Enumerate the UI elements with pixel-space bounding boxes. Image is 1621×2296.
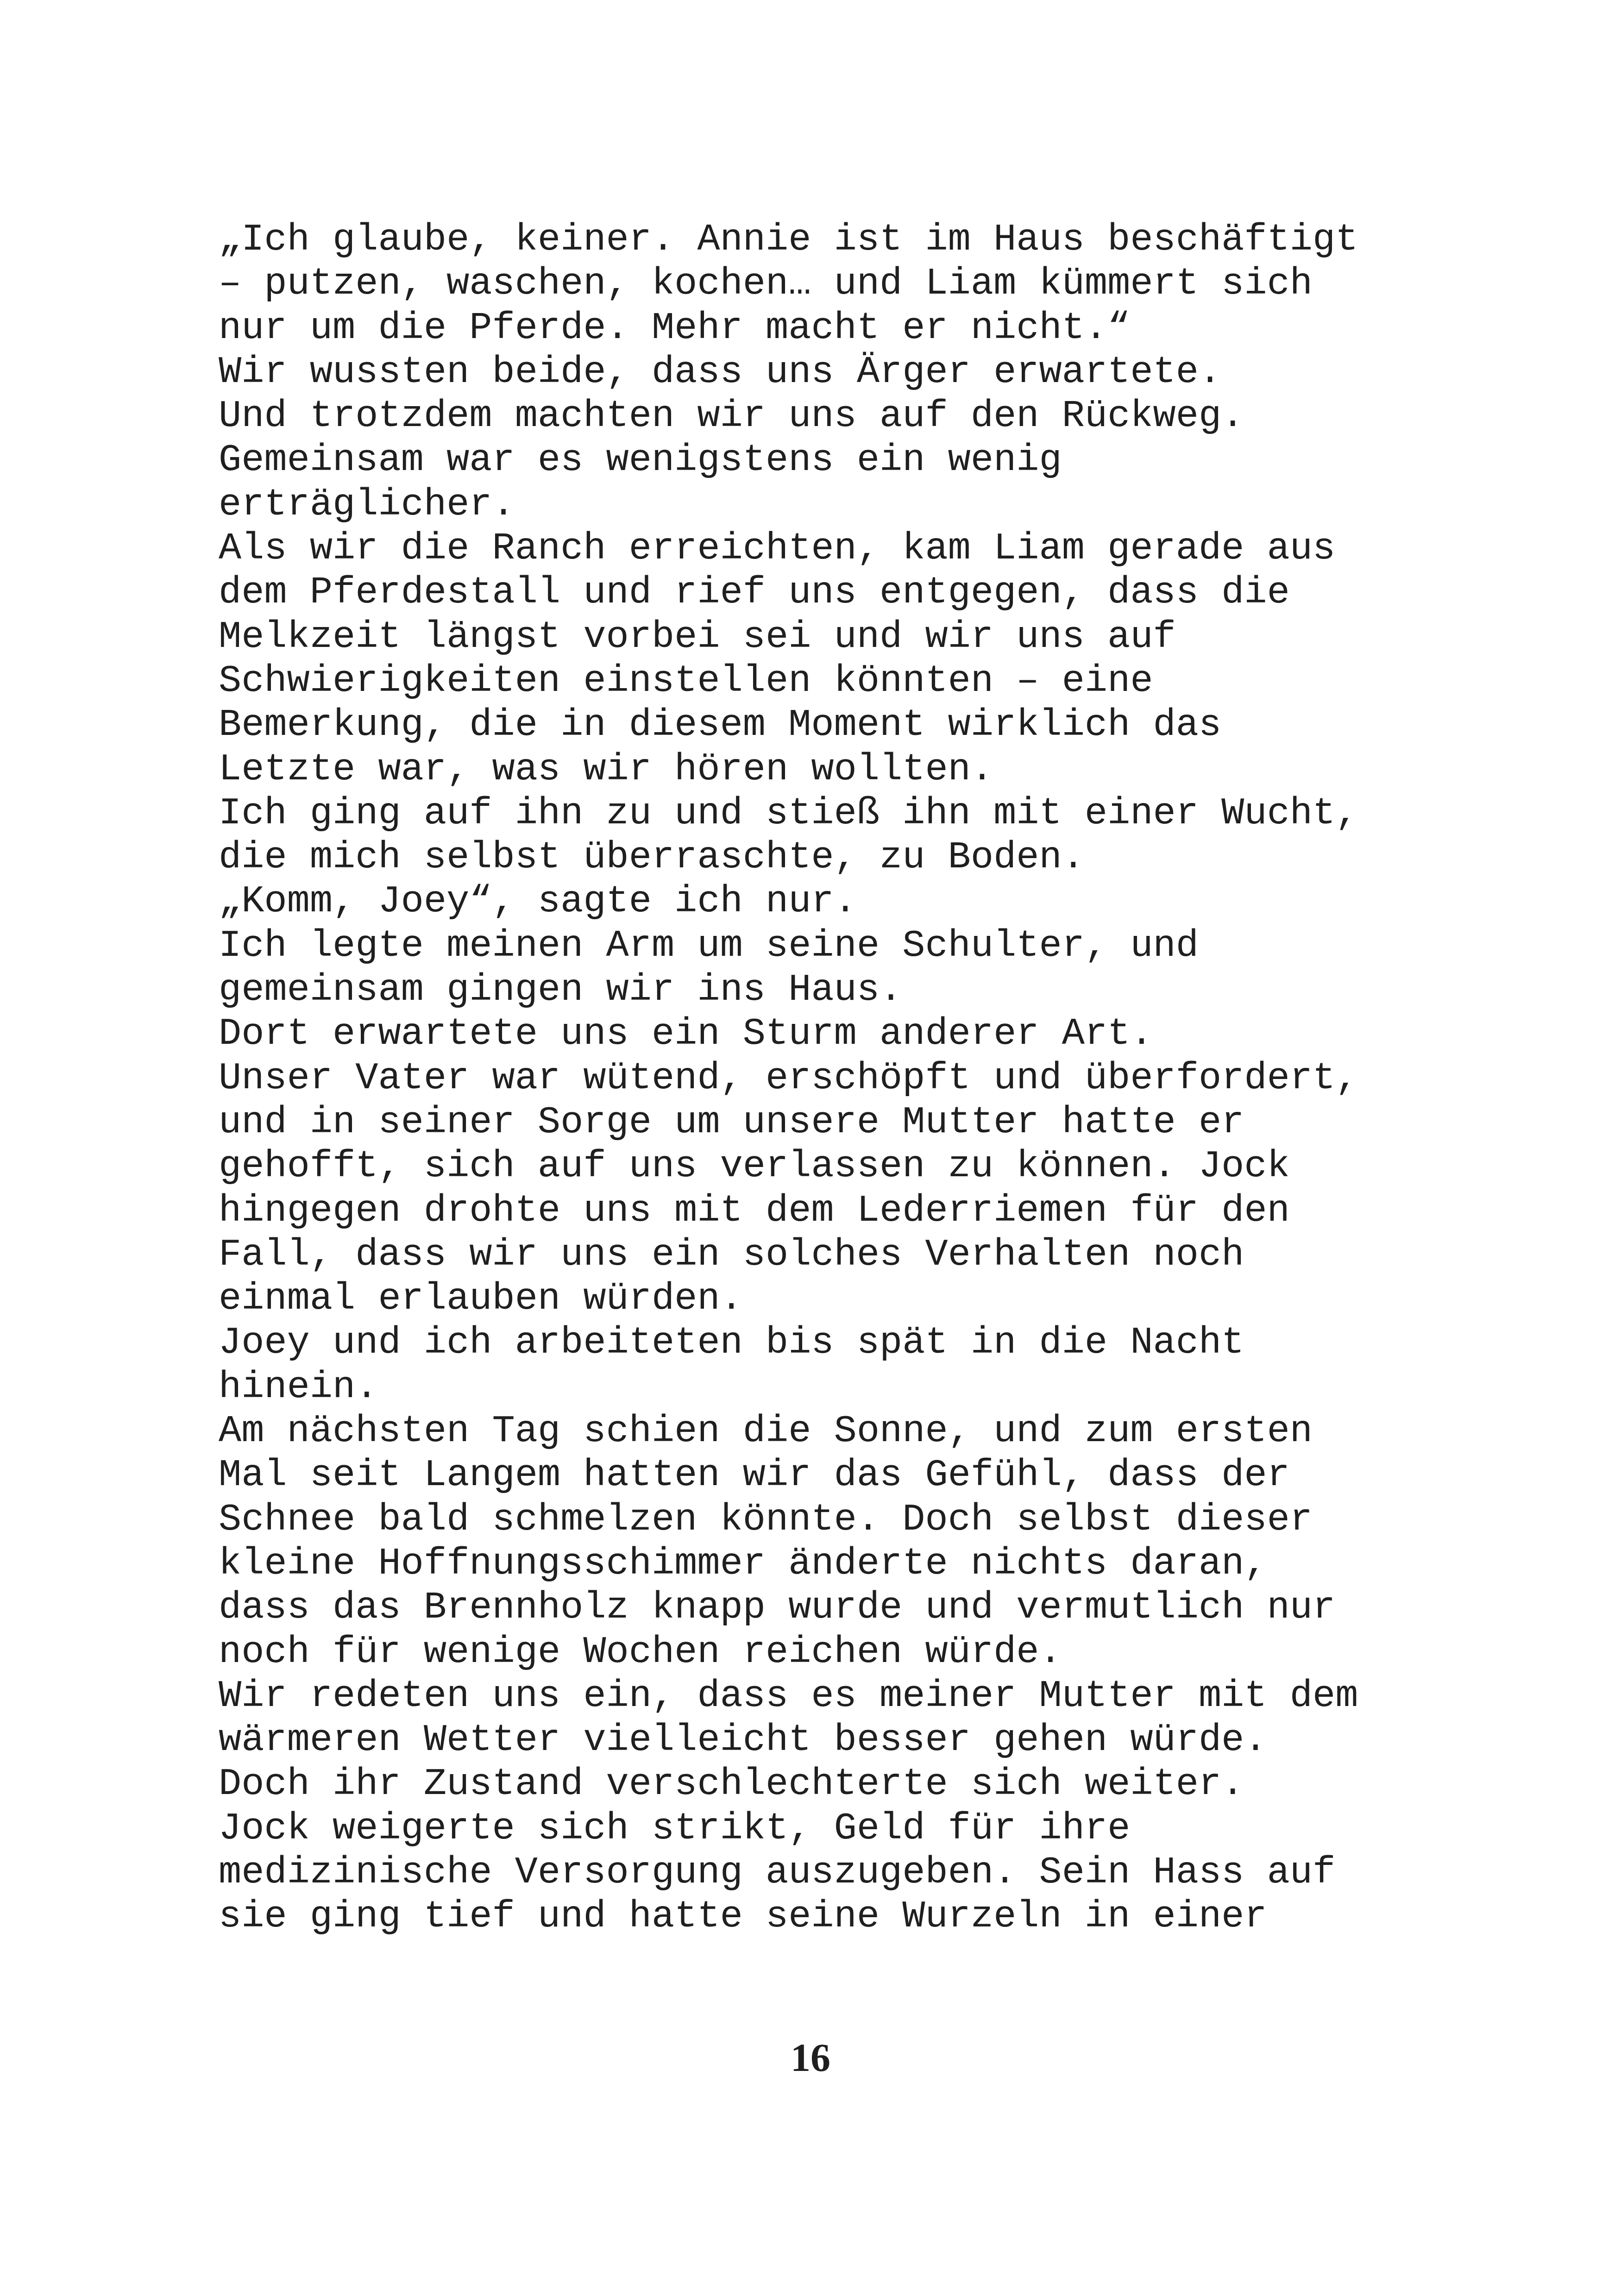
- text-line: Schwierigkeiten einstellen könnten – eine: [219, 659, 1153, 703]
- text-line: Dort erwartete uns ein Sturm anderer Art.: [219, 1012, 1153, 1056]
- text-line: Wir wussten beide, dass uns Ärger erwartete.: [219, 350, 1222, 394]
- text-line: Doch ihr Zustand verschlechterte sich weiter.: [219, 1763, 1244, 1806]
- text-line: Bemerkung, die in diesem Moment wirklich das: [219, 703, 1222, 747]
- text-line: Und trotzdem machten wir uns auf den Rückweg.: [219, 395, 1244, 438]
- text-line: Gemeinsam war es wenigstens ein wenig: [219, 439, 1062, 482]
- text-line: Mal seit Langem hatten wir das Gefühl, dass der: [219, 1454, 1290, 1497]
- page-number: 16: [791, 2035, 830, 2080]
- text-line: „Ich glaube, keiner. Annie ist im Haus beschäftigt: [219, 218, 1358, 261]
- text-line: Letzte war, was wir hören wollten.: [219, 747, 994, 791]
- text-line: Als wir die Ranch erreichten, kam Liam gerade aus: [219, 527, 1336, 571]
- text-line: hinein.: [219, 1365, 378, 1409]
- text-line: Ich legte meinen Arm um seine Schulter, und: [219, 924, 1199, 967]
- text-line: die mich selbst überraschte, zu Boden.: [219, 836, 1085, 879]
- text-line: sie ging tief und hatte seine Wurzeln in einer: [219, 1895, 1267, 1938]
- text-line: hingegen drohte uns mit dem Lederriemen für den: [219, 1189, 1290, 1232]
- body-text: [219, 218, 1432, 1939]
- text-line: Am nächsten Tag schien die Sonne, und zum ersten: [219, 1410, 1313, 1453]
- text-line: Fall, dass wir uns ein solches Verhalten noch: [219, 1233, 1244, 1276]
- text-line: und in seiner Sorge um unsere Mutter hatte er: [219, 1100, 1244, 1144]
- text-line: einmal erlauben würden.: [219, 1277, 743, 1321]
- text-line: Jock weigerte sich strikt, Geld für ihre: [219, 1807, 1131, 1850]
- text-line: erträglicher.: [219, 483, 515, 526]
- text-line: dass das Brennholz knapp wurde und vermutlich nur: [219, 1586, 1336, 1630]
- text-line: gehofft, sich auf uns verlassen zu können. Jock: [219, 1145, 1290, 1188]
- text-line: – putzen, waschen, kochen… und Liam kümmert sich: [219, 262, 1313, 306]
- text-line: wärmeren Wetter vielleicht besser gehen würde.: [219, 1719, 1267, 1762]
- text-line: gemeinsam gingen wir ins Haus.: [219, 968, 903, 1012]
- text-line: „Komm, Joey“, sagte ich nur.: [219, 880, 857, 923]
- text-line: Ich ging auf ihn zu und stieß ihn mit einer Wucht,: [219, 791, 1358, 835]
- text-line: dem Pferdestall und rief uns entgegen, dass die: [219, 571, 1290, 615]
- text-line: Joey und ich arbeiteten bis spät in die Nacht: [219, 1321, 1244, 1365]
- text-line: Schnee bald schmelzen könnte. Doch selbst dieser: [219, 1498, 1313, 1541]
- text-line: kleine Hoffnungsschimmer änderte nichts daran,: [219, 1542, 1267, 1585]
- text-line: Wir redeten uns ein, dass es meiner Mutter mit dem: [219, 1674, 1358, 1718]
- text-line: noch für wenige Wochen reichen würde.: [219, 1630, 1062, 1674]
- text-line: Unser Vater war wütend, erschöpft und überfordert,: [219, 1056, 1358, 1100]
- text-line: nur um die Pferde. Mehr macht er nicht.“: [219, 306, 1131, 350]
- text-line: Melkzeit längst vorbei sei und wir uns auf: [219, 615, 1176, 659]
- text-line: medizinische Versorgung auszugeben. Sein Hass auf: [219, 1851, 1336, 1894]
